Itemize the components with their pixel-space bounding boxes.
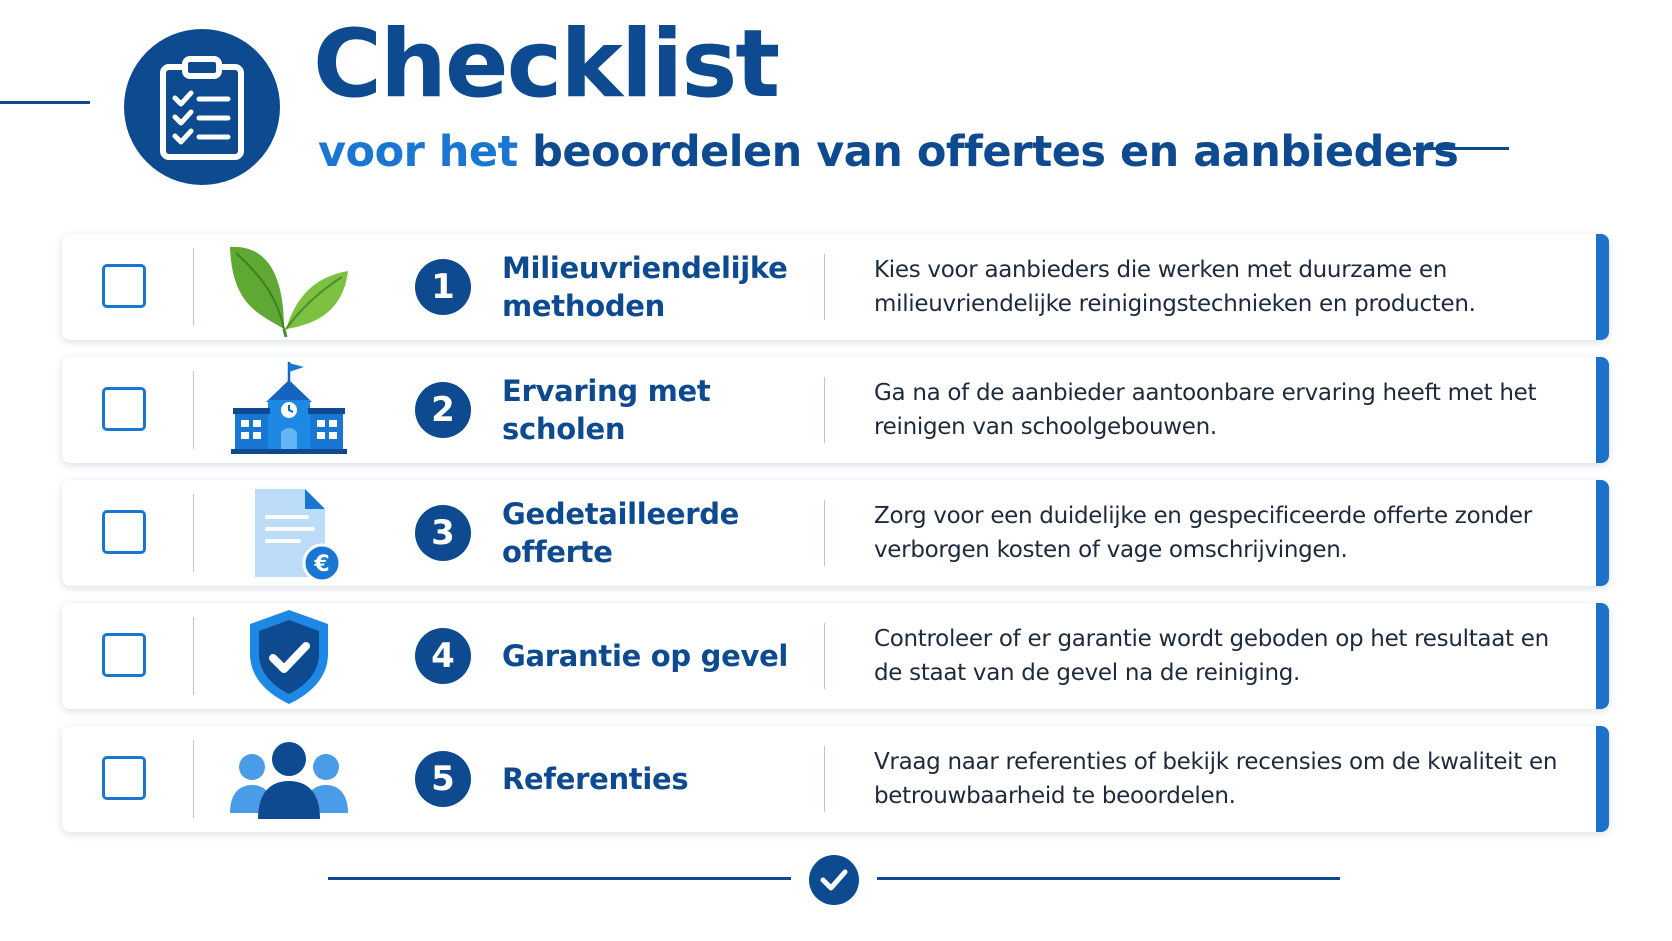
- row-accent-edge: [1596, 603, 1609, 709]
- row-accent-edge: [1596, 480, 1609, 586]
- item-description: Ga na of de aanbieder aantoonbare ervaring heeft met het reinigen van schoolgebouwen.: [874, 380, 1537, 440]
- item-title: Ervaring met scholen: [502, 374, 711, 446]
- footer-line-right: [877, 877, 1340, 880]
- checkbox-2[interactable]: [102, 387, 146, 431]
- divider: [193, 740, 194, 818]
- header-line-left: [0, 101, 90, 104]
- item-title: Milieuvriendelijke methoden: [502, 251, 788, 323]
- divider: [193, 617, 194, 695]
- item-title: Referenties: [502, 762, 689, 796]
- checklist-row-3: [62, 480, 1609, 586]
- step-number: 3: [415, 505, 471, 561]
- checklist-row-1: [62, 234, 1609, 340]
- checkbox-5[interactable]: [102, 756, 146, 800]
- divider: [824, 254, 825, 320]
- row-accent-edge: [1596, 357, 1609, 463]
- step-number: 2: [415, 382, 471, 438]
- item-description: Vraag naar referenties of bekijk recensies om de kwaliteit en betrouwbaarheid te beoordelen.: [874, 749, 1558, 809]
- subtitle-rest: beoordelen van offertes en aanbieders: [517, 127, 1459, 177]
- divider: [193, 248, 194, 326]
- step-number: 1: [415, 259, 471, 315]
- divider: [193, 494, 194, 572]
- page-subtitle: [318, 127, 1459, 177]
- item-description: Zorg voor een duidelijke en gespecificeerde offerte zonder verborgen kosten of vage omschrijvingen.: [874, 503, 1532, 563]
- item-title: Gedetailleerde offerte: [502, 497, 740, 569]
- shield-check-icon: [222, 606, 356, 706]
- clipboard-checklist-icon: [124, 29, 280, 185]
- subtitle-accent: voor het: [318, 127, 518, 177]
- footer-line-left: [328, 877, 791, 880]
- item-description: Controleer of er garantie wordt geboden op het resultaat en de staat van de gevel na de reiniging.: [874, 626, 1549, 686]
- checklist-row-5: [62, 726, 1609, 832]
- document-euro-icon: [222, 483, 356, 583]
- item-description: Kies voor aanbieders die werken met duurzame en milieuvriendelijke reinigingstechnieken en producten.: [874, 257, 1476, 317]
- row-accent-edge: [1596, 726, 1609, 832]
- step-number: 5: [415, 751, 471, 807]
- divider: [824, 746, 825, 812]
- divider: [193, 371, 194, 449]
- page-title: Checklist: [313, 10, 779, 119]
- school-building-icon: [222, 360, 356, 460]
- people-group-icon: [222, 729, 356, 829]
- checkbox-3[interactable]: [102, 510, 146, 554]
- divider: [824, 623, 825, 689]
- checklist-row-2: [62, 357, 1609, 463]
- checklist-row-4: [62, 603, 1609, 709]
- checkbox-4[interactable]: [102, 633, 146, 677]
- checkbox-1[interactable]: [102, 264, 146, 308]
- check-circle-icon: [809, 855, 859, 905]
- row-accent-edge: [1596, 234, 1609, 340]
- step-number: 4: [415, 628, 471, 684]
- divider: [824, 377, 825, 443]
- item-title: Garantie op gevel: [502, 639, 789, 673]
- svg-text:€: €: [314, 552, 330, 577]
- leaf-icon: [222, 237, 356, 337]
- divider: [824, 500, 825, 566]
